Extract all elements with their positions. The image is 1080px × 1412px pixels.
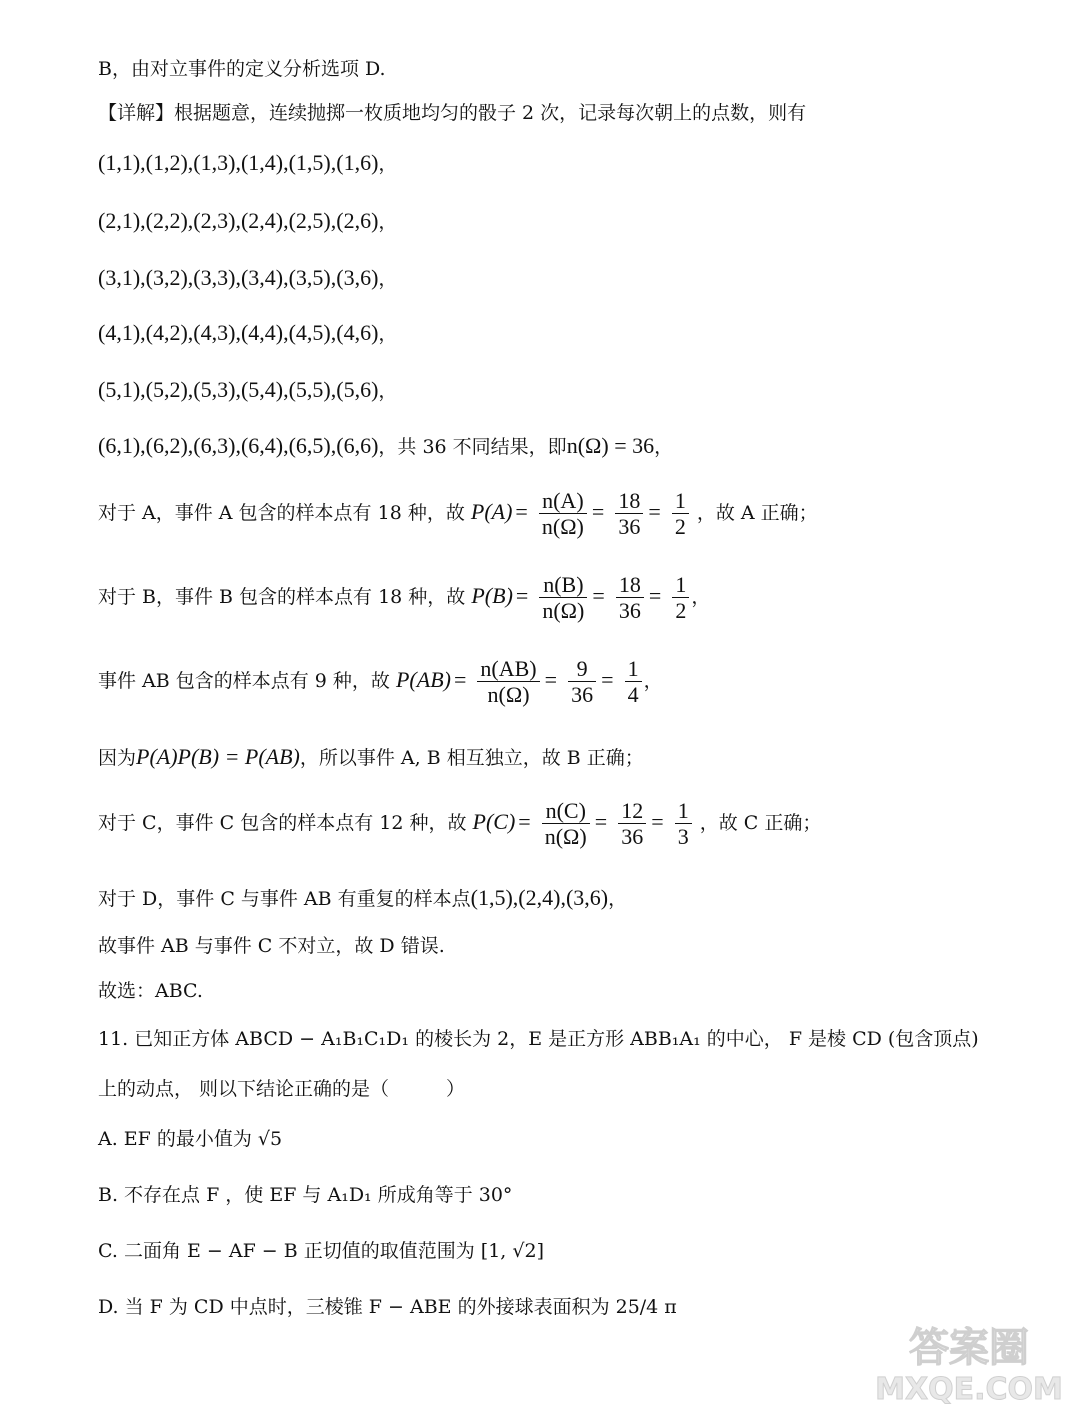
fraction-nA: $\frac{n(A)}{n(\Omega)}$ — [539, 488, 587, 540]
svg-text:答案圈: 答案圈 — [909, 1325, 1029, 1371]
outcomes-row-1: (1,1),(1,2),(1,3),(1,4),(1,5),(1,6)， — [98, 150, 398, 175]
comma: ， — [378, 154, 398, 175]
option-a: A. EF 的最小值为 √5 — [98, 1128, 283, 1150]
watermark-logo-icon — [874, 1317, 1064, 1407]
solution-intro: 【详解】根据题意，连续抛掷一枚质地均匀的骰子 2 次，记录每次朝上的点数，则有 — [98, 102, 807, 124]
option-c-analysis: 对于 C，事件 C 包含的样本点有 12 种，故 P(C) = $\frac{n(C)}{n(\Omega)}$ = $\frac{12}{36}$ = $\frac{1}{3}$ ，故 C 正确； — [98, 798, 822, 850]
analysis-line-1: B，由对立事件的定义分析选项 D. — [98, 58, 386, 80]
question-11-stem-cont: 上的动点， 则以下结论正确的是（ ） — [98, 1078, 466, 1100]
site-watermark — [874, 1317, 1064, 1407]
option-d: D. 当 F 为 CD 中点时，三棱锥 F − ABE 的外接球表面积为 25/4 π — [98, 1296, 677, 1318]
answer-choice: 故选：ABC. — [98, 980, 203, 1002]
outcomes-row-2: (2,1),(2,2),(2,3),(2,4),(2,5),(2,6)， — [98, 208, 398, 233]
option-a-analysis: 对于 A，事件 A 包含的样本点有 18 种，故 P(A) = $\frac{n(A)}{n(\Omega)}$ = $\frac{18}{36}$ = $\frac{1}{2}$ ，故 A 正确； — [98, 488, 818, 540]
outcomes-row-5: (5,1),(5,2),(5,3),(5,4),(5,5),(5,6)， — [98, 377, 398, 402]
question-11-stem: 11. 已知正方体 ABCD − A₁B₁C₁D₁ 的棱长为 2，E 是正方形 ABB₁A₁ 的中心， F 是棱 CD (包含顶点) — [98, 1028, 979, 1050]
outcomes-row-4: (4,1),(4,2),(4,3),(4,4),(4,5),(4,6)， — [98, 320, 398, 345]
event-ab-analysis: 事件 AB 包含的样本点有 9 种，故 P(AB) = $\frac{n(AB)}{n(\Omega)}$ = $\frac{9}{36}$ = $\frac{1}{4}$ ， — [98, 656, 663, 708]
option-b-analysis: 对于 B，事件 B 包含的样本点有 18 种，故 P(B) = $\frac{n(B)}{n(\Omega)}$ = $\frac{18}{36}$ = $\frac{1}{2}$ ， — [98, 572, 711, 624]
option-b: B. 不存在点 F ，使 EF 与 A₁D₁ 所成角等于 30° — [98, 1184, 513, 1206]
outcomes-row-3: (3,1),(3,2),(3,3),(3,4),(3,5),(3,6)， — [98, 265, 398, 290]
independence-line: 因为P(A)P(B) = P(AB)，所以事件 A, B 相互独立，故 B 正确； — [98, 744, 644, 769]
option-c: C. 二面角 E − AF − B 正切值的取值范围为 [1, √2] — [98, 1240, 544, 1262]
outcomes-row-6: (6,1),(6,2),(6,3),(6,4),(6,5),(6,6)，共 36 不同结果，即n(Ω) = 36， — [98, 433, 674, 458]
svg-text:MXQE.COM: MXQE.COM — [875, 1372, 1063, 1407]
fraction-18-36: $\frac{18}{36}$ — [615, 488, 643, 540]
fraction-1-2: $\frac{1}{2}$ — [672, 488, 689, 540]
option-d-conclusion: 故事件 AB 与事件 C 不对立，故 D 错误. — [98, 935, 445, 957]
option-d-analysis: 对于 D，事件 C 与事件 AB 有重复的样本点(1,5),(2,4),(3,6)， — [98, 885, 628, 910]
